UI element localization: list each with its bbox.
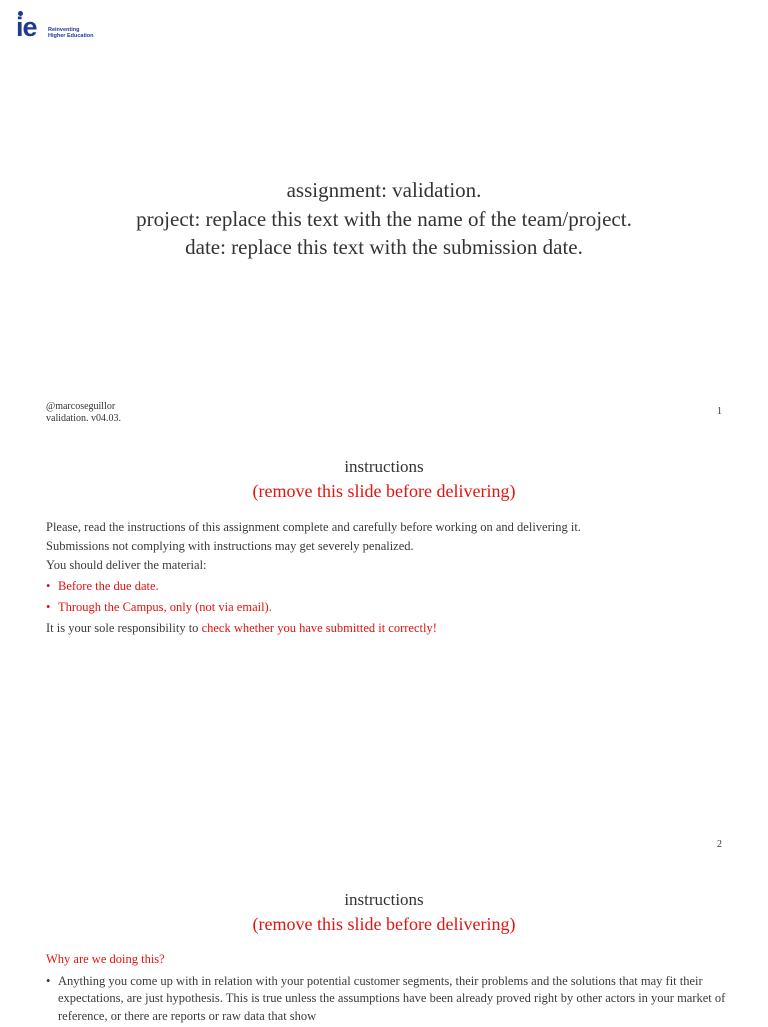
title-date: date: replace this text with the submission date. — [185, 235, 583, 259]
slide2-subheading: (remove this slide before delivering) — [252, 481, 516, 501]
slide2-body — [46, 518, 726, 638]
title-project: project: replace this text with the name of the team/project. — [136, 206, 632, 231]
logo-mark: ie — [16, 12, 37, 42]
bullet-due-date: • Before the due date. — [46, 577, 726, 596]
page-number-1: 1 — [717, 406, 722, 417]
slide3-heading: instructions — [344, 890, 424, 909]
instructions-para1: Please, read the instructions of this assignment complete and carefully before working on and delivering it. — [46, 520, 581, 534]
page-number-2: 2 — [717, 839, 722, 850]
logo-tagline-line1: Reinventing — [48, 27, 80, 33]
footer-version: validation. v04.03. — [46, 413, 121, 424]
hypothesis-bullet: • Anything you come up with in relation with your potential customer segments, their problems and the solutions that may fit their expectations, are just hypothesis. This is true unless the assumptions have been already proved right by other actors in your market of reference, or there are reports or raw data that show — [46, 973, 726, 1026]
responsibility-text: It is your sole responsibility to — [46, 621, 202, 635]
slide2-header — [0, 455, 768, 504]
instructions-para4 — [46, 619, 726, 638]
slide2-heading: instructions — [344, 457, 424, 476]
bullet-campus: • Through the Campus, only (not via email). — [46, 598, 726, 617]
footer-author: @marcoseguillor — [46, 401, 116, 412]
title-assignment: assignment: validation. — [286, 178, 482, 202]
slide3-subheading: (remove this slide before delivering) — [252, 914, 516, 934]
logo-tagline-line2: Higher Education — [48, 33, 94, 39]
why-question: Why are we doing this? — [46, 952, 165, 966]
ie-logo — [16, 10, 106, 44]
logo-tagline — [48, 27, 94, 39]
slide3-header — [0, 888, 768, 937]
slide1-title — [0, 176, 768, 262]
responsibility-highlight: check whether you have submitted it correctly! — [201, 621, 437, 635]
instructions-para3: You should deliver the material: — [46, 558, 207, 572]
instructions-para2: Submissions not complying with instructions may get severely penalized. — [46, 539, 414, 553]
slide3-body — [46, 951, 726, 1027]
slide1-footer — [46, 401, 121, 425]
